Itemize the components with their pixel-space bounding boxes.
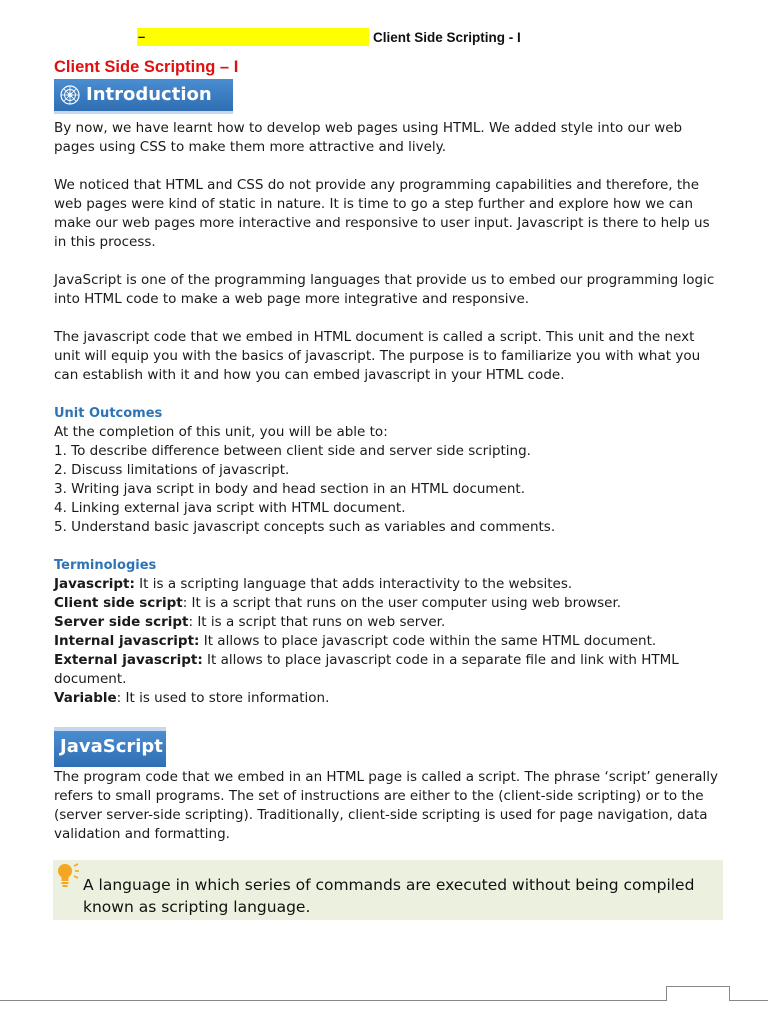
term-item (54, 613, 724, 632)
header-dash: – (138, 29, 146, 44)
running-header-title: Client Side Scripting - I (373, 30, 521, 45)
terminologies-heading: Terminologies (54, 558, 157, 573)
intro-paragraph-3: JavaScript is one of the programming languages that provide us to embed our programming logic into HTML code to make a web page more integrative and responsive. (54, 272, 715, 307)
introduction-banner (54, 79, 233, 114)
lightbulb-icon (55, 862, 81, 892)
term-name: Internal javascript: (54, 633, 200, 649)
term-definition: : It is a script that runs on web server. (188, 614, 446, 630)
web-globe-icon (59, 84, 81, 106)
tip-box (53, 860, 723, 920)
footer-rule (0, 1000, 768, 1001)
term-definition: : It is used to store information. (116, 690, 330, 706)
term-definition: It is a scripting language that adds interactivity to the websites. (134, 576, 573, 592)
term-item (54, 651, 724, 689)
term-name: External javascript: (54, 652, 203, 668)
term-definition: It allows to place javascript code within the same HTML document. (199, 633, 657, 649)
term-item (54, 689, 724, 708)
javascript-paragraph: The program code that we embed in an HTML page is called a script. The phrase ‘script’ generally refers to small programs. The set of instructions are either to the (client-side scripting) or to the (server server-side scripting). Traditionally, client-side scripting is used for page navigation, data validation and formatting. (54, 769, 719, 842)
intro-paragraph-1: By now, we have learnt how to develop web pages using HTML. We added style into our web pages using CSS to make them more attractive and lively. (54, 120, 683, 155)
term-definition: : It is a script that runs on the user computer using web browser. (182, 595, 622, 611)
main-body (54, 119, 724, 708)
term-name: Javascript: (54, 576, 135, 592)
outcome-item: 5. Understand basic javascript concepts such as variables and comments. (54, 519, 556, 535)
term-name: Server side script (54, 614, 189, 630)
intro-paragraph-4: The javascript code that we embed in HTML document is called a script. This unit and the next unit will equip you with the basics of javascript. The purpose is to familiarize you with what you can establish with it and how you can embed javascript in your HTML code. (54, 329, 701, 383)
intro-paragraph-2: We noticed that HTML and CSS do not provide any programming capabilities and therefore, the web pages were kind of static in nature. It is time to go a step further and explore how we can make our web pages more interactive and responsive to user input. Javascript is there to help us in this process. (54, 177, 710, 250)
introduction-banner-label: Introduction (86, 84, 212, 105)
term-item (54, 632, 724, 651)
outcome-item: 1. To describe difference between client side and server side scripting. (54, 443, 531, 459)
javascript-banner (54, 727, 166, 767)
page-number-tab (666, 986, 730, 1001)
outcomes-intro: At the completion of this unit, you will be able to: (54, 424, 388, 440)
unit-outcomes-heading: Unit Outcomes (54, 406, 163, 421)
header-highlight (137, 28, 369, 46)
term-item (54, 594, 724, 613)
outcome-item: 2. Discuss limitations of javascript. (54, 462, 290, 478)
javascript-banner-label: JavaScript (60, 736, 163, 757)
document-title: Client Side Scripting – I (54, 58, 239, 76)
term-name: Client side script (54, 595, 183, 611)
outcome-item: 3. Writing java script in body and head section in an HTML document. (54, 481, 526, 497)
tip-text: A language in which series of commands are executed without being compiled known as scripting language. (83, 876, 695, 916)
outcome-item: 4. Linking external java script with HTML document. (54, 500, 406, 516)
term-definition: It allows to place javascript code in a separate file and link with HTML document. (54, 652, 679, 687)
term-item (54, 575, 724, 594)
term-name: Variable (54, 690, 117, 706)
